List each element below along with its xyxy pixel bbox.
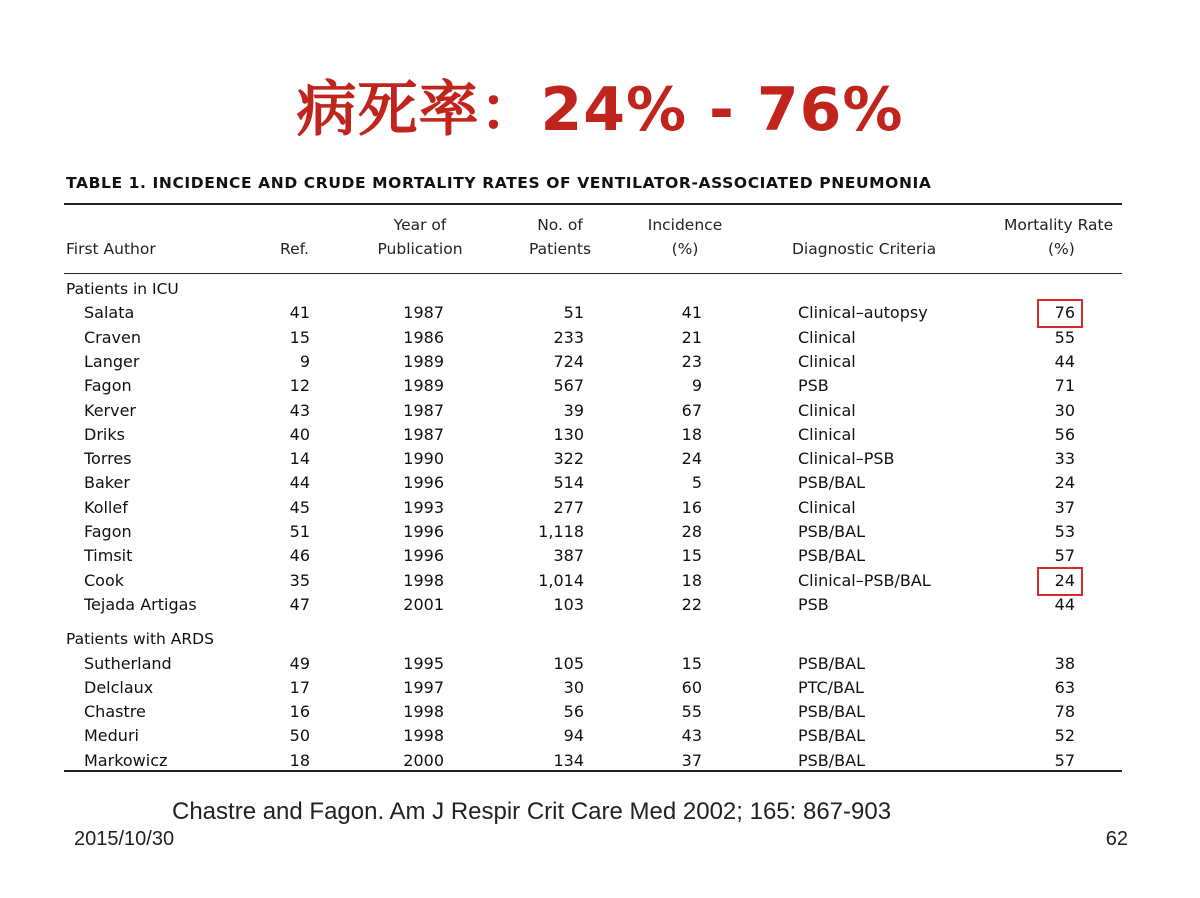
header-incidence-line1: Incidence (647, 216, 723, 234)
ref-cell: 45 (289, 497, 310, 517)
ref-cell: 14 (289, 449, 310, 469)
patients-cell: 103 (553, 594, 584, 614)
patients-cell: 134 (553, 750, 584, 770)
ref-cell: 17 (289, 677, 310, 697)
mortality-cell: 57 (1054, 546, 1075, 566)
slide-date: 2015/10/30 (74, 828, 175, 850)
year-cell: 1987 (403, 424, 444, 444)
author-cell: Kollef (84, 497, 128, 517)
patients-cell: 277 (553, 497, 584, 517)
citation: Chastre and Fagon. Am J Respir Crit Care Med 2002; 165: 867-903 (172, 798, 892, 825)
mortality-cell: 38 (1054, 653, 1075, 673)
author-cell: Timsit (84, 546, 133, 566)
year-cell: 1990 (403, 449, 444, 469)
header-patients-line2: Patients (528, 240, 592, 258)
ref-cell: 9 (299, 351, 310, 371)
patients-cell: 514 (553, 473, 584, 493)
incidence-cell: 24 (681, 449, 702, 469)
table-title: TABLE 1. INCIDENCE AND CRUDE MORTALITY RATES OF VENTILATOR-ASSOCIATED PNEUMONIA (66, 174, 932, 192)
year-cell: 1998 (403, 702, 444, 722)
year-cell: 1986 (403, 327, 444, 347)
criteria-cell: PSB/BAL (798, 702, 866, 722)
mortality-cell: 30 (1054, 400, 1075, 420)
year-cell: 1989 (403, 376, 444, 396)
criteria-cell: Clinical (798, 327, 856, 347)
patients-cell: 94 (563, 726, 584, 746)
incidence-cell: 55 (681, 702, 702, 722)
author-cell: Meduri (84, 726, 139, 746)
incidence-cell: 37 (681, 750, 702, 770)
criteria-cell: PSB/BAL (798, 653, 866, 673)
author-cell: Driks (84, 424, 125, 444)
author-cell: Tejada Artigas (84, 594, 197, 614)
author-cell: Craven (84, 327, 142, 347)
year-cell: 2001 (403, 594, 444, 614)
author-cell: Fagon (84, 376, 132, 396)
incidence-cell: 43 (681, 726, 702, 746)
table-bottom-rule (64, 770, 1122, 772)
ref-cell: 16 (289, 702, 310, 722)
patients-cell: 1,014 (538, 570, 584, 590)
incidence-cell: 23 (681, 351, 702, 371)
header-patients-line1: No. of (537, 216, 583, 234)
patients-cell: 51 (563, 303, 584, 323)
author-cell: Fagon (84, 522, 132, 541)
page-number: 62 (1105, 828, 1128, 850)
mortality-cell: 24 (1054, 570, 1075, 590)
ref-cell: 43 (289, 400, 310, 420)
patients-cell: 1,118 (538, 522, 584, 541)
year-cell: 1998 (403, 570, 444, 590)
author-cell: Kerver (84, 400, 137, 420)
criteria-cell: Clinical–PSB (798, 449, 895, 469)
patients-cell: 567 (553, 376, 584, 396)
author-cell: Salata (84, 303, 135, 323)
patients-cell: 56 (563, 702, 584, 722)
header-year-line1: Year of (393, 216, 447, 234)
table-top-rule (64, 203, 1122, 205)
author-cell: Delclaux (84, 677, 154, 697)
header-incidence-line2: (%) (671, 240, 699, 258)
mortality-cell: 33 (1054, 449, 1075, 469)
header-mortality-line2: (%) (1048, 240, 1075, 258)
year-cell: 2000 (403, 750, 444, 770)
incidence-cell: 28 (681, 522, 702, 541)
patients-cell: 233 (553, 327, 584, 347)
header-ref: Ref. (280, 240, 309, 258)
year-cell: 1997 (403, 677, 444, 697)
mortality-cell: 76 (1054, 303, 1075, 323)
incidence-cell: 67 (681, 400, 702, 420)
year-cell: 1996 (403, 522, 444, 541)
incidence-cell: 18 (681, 570, 702, 590)
table-header-rule (64, 273, 1122, 274)
ref-cell: 12 (289, 376, 310, 396)
header-mortality-line1: Mortality Rate (1004, 216, 1114, 234)
criteria-cell: PSB/BAL (798, 522, 866, 541)
incidence-cell: 41 (681, 303, 702, 323)
mortality-cell: 56 (1054, 424, 1075, 444)
criteria-cell: PSB/BAL (798, 726, 866, 746)
mortality-cell: 37 (1054, 497, 1075, 517)
criteria-cell: PSB (798, 376, 829, 396)
criteria-cell: PTC/BAL (798, 677, 864, 697)
incidence-cell: 15 (681, 653, 702, 673)
ref-cell: 51 (289, 522, 310, 541)
incidence-cell: 5 (691, 473, 702, 493)
section-label: Patients in ICU (66, 280, 179, 298)
mortality-cell: 57 (1054, 750, 1075, 770)
incidence-cell: 60 (681, 677, 702, 697)
incidence-cell: 15 (681, 546, 702, 566)
highlight-box (1037, 299, 1083, 328)
ref-cell: 18 (289, 750, 310, 770)
patients-cell: 105 (553, 653, 584, 673)
slide-title: 病死率：24% - 76% (296, 75, 904, 145)
header-year-line2: Publication (377, 240, 463, 258)
year-cell: 1987 (403, 400, 444, 420)
year-cell: 1993 (403, 497, 444, 517)
mortality-cell: 53 (1054, 522, 1075, 541)
header-diagnostic-criteria: Diagnostic Criteria (792, 240, 937, 258)
year-cell: 1998 (403, 726, 444, 746)
patients-cell: 322 (553, 449, 584, 469)
incidence-cell: 18 (681, 424, 702, 444)
year-cell: 1987 (403, 303, 444, 323)
criteria-cell: Clinical (798, 400, 856, 420)
author-cell: Torres (84, 449, 132, 469)
section-label: Patients with ARDS (66, 630, 214, 649)
author-cell: Markowicz (84, 750, 168, 770)
header-first-author: First Author (66, 240, 156, 258)
mortality-cell: 78 (1054, 702, 1075, 722)
author-cell: Baker (84, 473, 130, 493)
author-cell: Sutherland (84, 653, 172, 673)
ref-cell: 50 (289, 726, 310, 746)
incidence-cell: 16 (681, 497, 702, 517)
ref-cell: 49 (289, 653, 310, 673)
criteria-cell: Clinical–PSB/BAL (798, 570, 931, 590)
mortality-cell: 44 (1054, 594, 1075, 614)
patients-cell: 30 (563, 677, 584, 697)
patients-cell: 387 (553, 546, 584, 566)
patients-cell: 724 (553, 351, 584, 371)
criteria-cell: PSB/BAL (798, 473, 866, 493)
patients-cell: 39 (563, 400, 584, 420)
patients-cell: 130 (553, 424, 584, 444)
incidence-cell: 9 (691, 376, 702, 396)
incidence-cell: 21 (681, 327, 702, 347)
incidence-cell: 22 (681, 594, 702, 614)
highlight-box (1037, 567, 1083, 596)
author-cell: Langer (84, 351, 140, 371)
ref-cell: 47 (289, 594, 310, 614)
mortality-cell: 55 (1054, 327, 1075, 347)
year-cell: 1996 (403, 473, 444, 493)
mortality-cell: 71 (1054, 376, 1075, 396)
year-cell: 1996 (403, 546, 444, 566)
criteria-cell: Clinical (798, 351, 856, 371)
ref-cell: 44 (289, 473, 310, 493)
criteria-cell: PSB/BAL (798, 750, 866, 770)
author-cell: Cook (84, 570, 125, 590)
ref-cell: 41 (289, 303, 310, 323)
author-cell: Chastre (84, 702, 146, 722)
ref-cell: 15 (289, 327, 310, 347)
ref-cell: 46 (289, 546, 310, 566)
mortality-cell: 44 (1054, 351, 1075, 371)
year-cell: 1989 (403, 351, 444, 371)
criteria-cell: Clinical (798, 497, 856, 517)
criteria-cell: Clinical–autopsy (798, 303, 928, 323)
ref-cell: 35 (289, 570, 310, 590)
mortality-cell: 52 (1054, 726, 1075, 746)
mortality-cell: 24 (1054, 473, 1075, 493)
ref-cell: 40 (289, 424, 310, 444)
year-cell: 1995 (403, 653, 444, 673)
mortality-cell: 63 (1054, 677, 1075, 697)
criteria-cell: PSB/BAL (798, 546, 866, 566)
criteria-cell: Clinical (798, 424, 856, 444)
criteria-cell: PSB (798, 594, 829, 614)
